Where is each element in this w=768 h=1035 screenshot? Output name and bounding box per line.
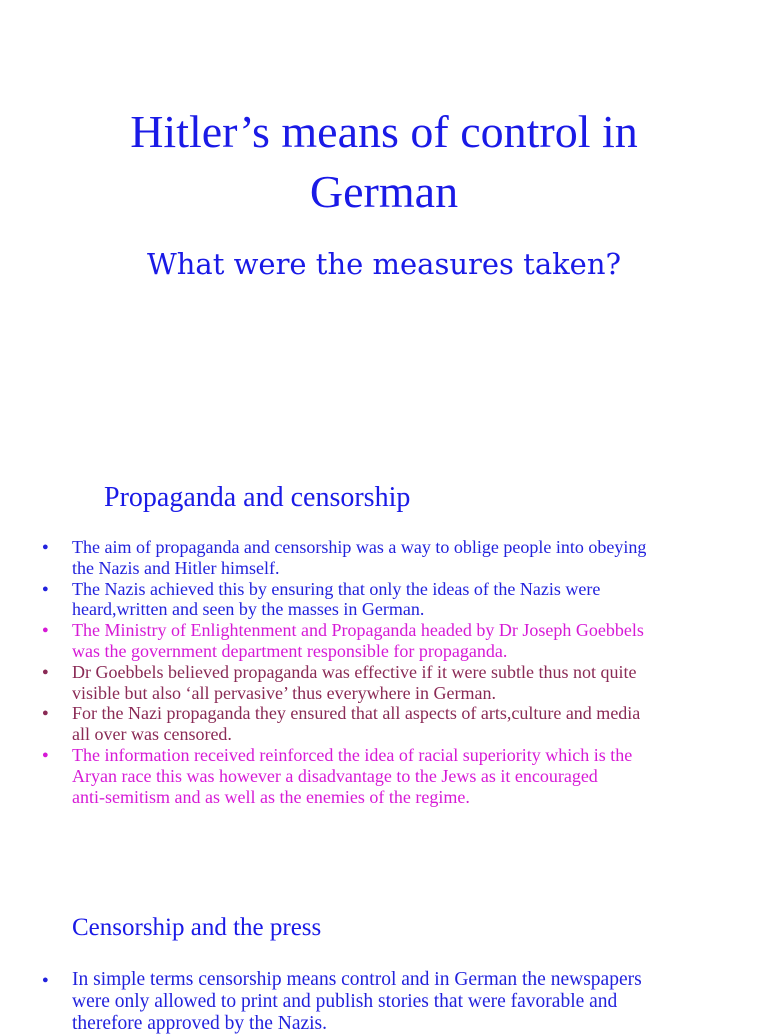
bullet-item	[42, 745, 732, 807]
bullet-text-line: anti-semitism and as well as the enemies of the regime.	[72, 786, 470, 807]
bullet-text-line: the Nazis and Hitler himself.	[72, 557, 280, 578]
section-heading-propaganda: Propaganda and censorship	[104, 482, 411, 513]
page-subtitle: What were the measures taken?	[146, 247, 622, 281]
bullet-item	[42, 969, 732, 1035]
bullet-dot-icon: ●	[42, 582, 49, 595]
bullet-text-line: heard,written and seen by the masses in German.	[72, 599, 425, 620]
title-line-2: German	[309, 166, 459, 217]
page-title	[0, 102, 768, 222]
bullet-item	[42, 703, 732, 745]
bullet-text-line: The Nazis achieved this by ensuring that only the ideas of the Nazis were	[72, 578, 601, 599]
bullet-text-line: was the government department responsible for propaganda.	[72, 640, 508, 661]
bullet-text-line: all over was censored.	[72, 724, 232, 745]
bullet-dot-icon: ●	[42, 748, 49, 761]
title-line-1: Hitler’s means of control in	[130, 106, 638, 157]
section-heading-press: Censorship and the press	[72, 914, 322, 941]
bullet-item	[42, 537, 732, 579]
bullet-text-line: therefore approved by the Nazis.	[72, 1013, 328, 1034]
bullet-dot-icon: ●	[42, 541, 49, 553]
bullet-dot-icon: ●	[42, 707, 49, 720]
bullet-text-line: Dr Goebbels believed propaganda was effective if it were subtle thus not quite	[72, 661, 637, 682]
bullet-text-line: visible but also ‘all pervasive’ thus everywhere in German.	[72, 682, 497, 703]
bullet-text-line: For the Nazi propaganda they ensured that all aspects of arts,culture and media	[72, 703, 641, 724]
bullet-text-line: Aryan race this was however a disadvantage to the Jews as it encouraged	[72, 765, 598, 786]
bullet-item	[42, 662, 732, 704]
propaganda-bullet-list	[42, 537, 732, 807]
bullet-text-line: were only allowed to print and publish stories that were favorable and	[72, 991, 618, 1012]
bullet-dot-icon: ●	[42, 974, 49, 986]
bullet-text-line: The aim of propaganda and censorship was a way to oblige people into obeying	[72, 537, 647, 557]
bullet-text-line: In simple terms censorship means control and in German the newspapers	[72, 969, 642, 990]
bullet-text-line: The Ministry of Enlightenment and Propaganda headed by Dr Joseph Goebbels	[72, 620, 644, 641]
bullet-dot-icon: ●	[42, 665, 49, 678]
bullet-item	[42, 579, 732, 621]
bullet-dot-icon: ●	[42, 624, 49, 637]
press-bullet-list	[42, 969, 732, 1035]
bullet-item	[42, 620, 732, 662]
bullet-text-line: The information received reinforced the idea of racial superiority which is the	[72, 744, 633, 765]
